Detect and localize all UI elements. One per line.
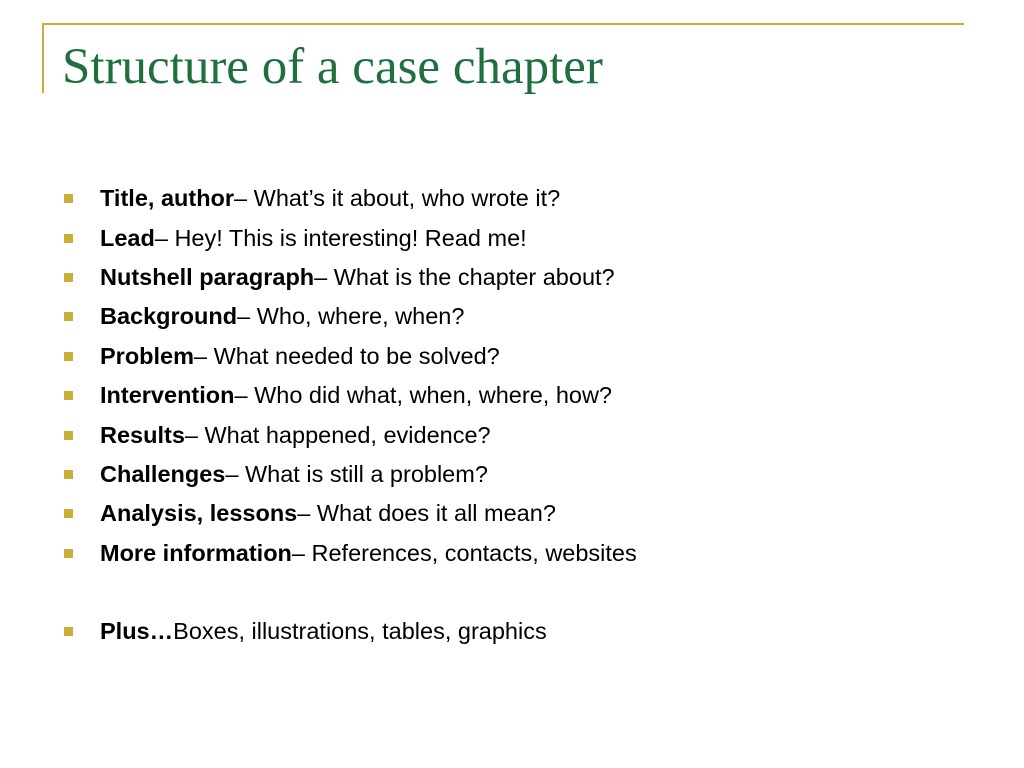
square-bullet-icon [64, 352, 73, 361]
bullet-term: Intervention [100, 382, 235, 409]
bullet-item-results [60, 415, 990, 454]
square-bullet-icon [64, 273, 73, 282]
square-bullet-icon [64, 627, 73, 636]
bullet-item-analysis-lessons [60, 494, 990, 533]
bullet-text: – Hey! This is interesting! Read me! [154, 224, 527, 251]
bullet-item-background [60, 297, 990, 336]
bullet-term: Title, author [100, 185, 235, 212]
square-bullet-icon [64, 234, 73, 243]
title-frame-left-rule [42, 23, 44, 93]
square-bullet-icon [64, 470, 73, 479]
bullet-text: – What does it all mean? [297, 500, 556, 527]
bullet-text: – What happened, evidence? [184, 421, 491, 448]
bullet-text: – Who did what, when, where, how? [234, 382, 612, 409]
bullet-text: Boxes, illustrations, tables, graphics [173, 618, 547, 645]
bullet-item-title-author [60, 179, 990, 218]
bullet-list [60, 179, 990, 652]
bullet-term: Problem [100, 342, 195, 369]
square-bullet-icon [64, 391, 73, 400]
bullet-term: Analysis, lessons [100, 500, 298, 527]
square-bullet-icon [64, 312, 73, 321]
bullet-term: Results [100, 421, 185, 448]
bullet-item-problem [60, 337, 990, 376]
square-bullet-icon [64, 549, 73, 558]
bullet-item-challenges [60, 455, 990, 494]
bullet-item-lead [60, 218, 990, 257]
square-bullet-icon [64, 431, 73, 440]
bullet-text: – What is the chapter about? [314, 263, 615, 290]
bullet-item-more-information [60, 534, 990, 573]
bullet-item-nutshell-paragraph [60, 258, 990, 297]
bullet-term: Plus… [100, 618, 174, 645]
bullet-text: – What is still a problem? [225, 460, 488, 487]
bullet-term: Challenges [100, 460, 226, 487]
bullet-term: Lead [100, 224, 155, 251]
bullet-text: – What needed to be solved? [194, 342, 500, 369]
bullet-term: Nutshell paragraph [100, 263, 315, 290]
bullet-item-plus [60, 612, 990, 651]
bullet-term: Background [100, 303, 238, 330]
bullet-text: – What’s it about, who wrote it? [234, 185, 561, 212]
bullet-item-intervention [60, 376, 990, 415]
slide-title: Structure of a case chapter [62, 39, 603, 95]
bullet-text: – References, contacts, websites [291, 539, 637, 566]
square-bullet-icon [64, 509, 73, 518]
bullet-text: – Who, where, when? [237, 303, 465, 330]
square-bullet-icon [64, 194, 73, 203]
title-frame-top-rule [42, 23, 964, 25]
bullet-term: More information [100, 539, 292, 566]
